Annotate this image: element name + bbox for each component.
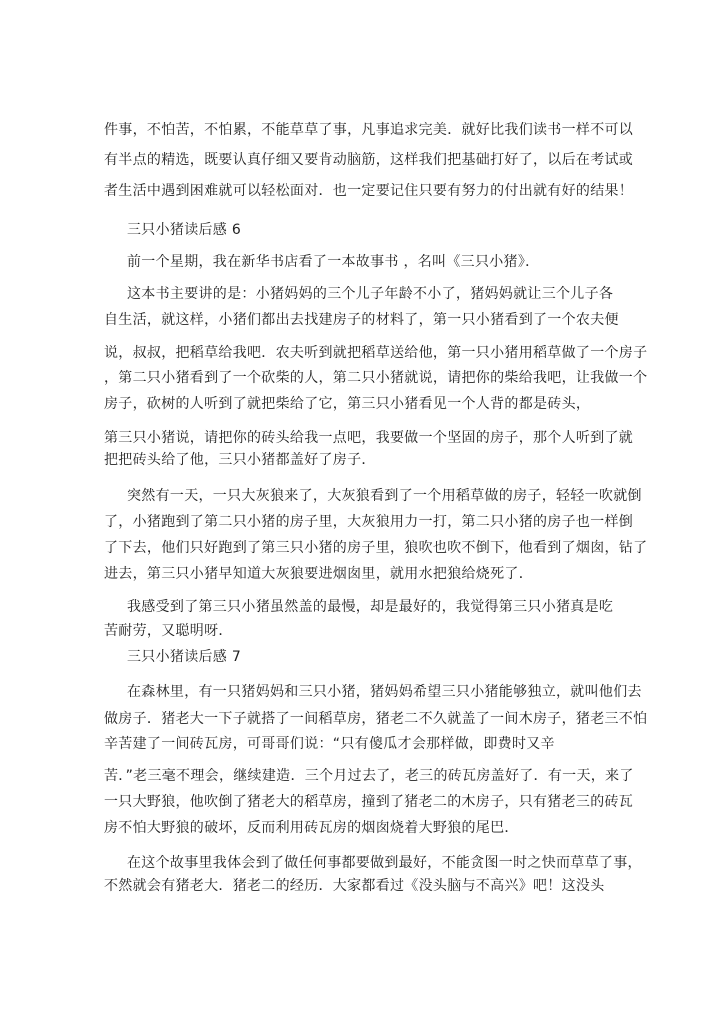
text-line-13: 突然有一天，一只大灰狼来了，大灰狼看到了一个用稻草做的房子，轻轻一吹就倒 <box>127 488 642 504</box>
text-line-2: 有半点的精选，既要认真仔细又要肯动脑筋，这样我们把基础打好了，以后在考试或 <box>104 152 634 168</box>
text-line-10: 房子，砍树的人听到了就把柴给了它，第三只小猪看见一个人背的都是砖头， <box>104 396 591 412</box>
text-line-6: 这本书主要讲的是：小猪妈妈的三个儿子年龄不小了，猪妈妈就让三个儿子各 <box>127 286 614 302</box>
text-line-27: 不然就会有猪老大．猪老二的经历．大家都看过《没头脑与不高兴》吧！这没头 <box>104 878 605 894</box>
text-line-17: 我感受到了第三只小猪虽然盖的最慢，却是最好的，我觉得第三只小猪真是吃 <box>127 599 614 615</box>
text-line-7: 自生活，就这样，小猪们都出去找建房子的材料了，第一只小猪看到了一个农夫便 <box>104 312 619 328</box>
text-line-12: 把把砖头给了他，三只小猪都盖好了房子． <box>104 452 376 468</box>
section-heading-6: 三只小猪读后感 6 <box>127 222 242 238</box>
text-line-3: 者生活中遇到困难就可以轻松面对．也一定要记住只要有努力的付出就有好的结果！ <box>104 183 634 199</box>
section-heading-7: 三只小猪读后感 7 <box>127 649 242 665</box>
text-line-23: 苦．”老三毫不理会，继续建造．三个月过去了，老三的砖瓦房盖好了．有一天，来了 <box>104 768 634 784</box>
text-line-16: 进去，第三只小猪早知道大灰狼要进烟囱里，就用水把狼给烧死了． <box>104 566 533 582</box>
text-line-22: 辛苦建了一间砖瓦房，可哥哥们说：“只有傻瓜才会那样做，即费时又辛 <box>104 736 555 752</box>
text-line-26: 在这个故事里我体会到了做任何事都要做到最好，不能贪图一时之快而草草了事， <box>127 855 642 871</box>
text-line-9: ，第二只小猪看到了一个砍柴的人，第二只小猪就说，请把你的柴给我吧，让我做一个 <box>104 370 648 386</box>
text-line-20: 在森林里，有一只猪妈妈和三只小猪，猪妈妈希望三只小猪能够独立，就叫他们去 <box>127 684 642 700</box>
text-line-1: 件事，不怕苦，不怕累，不能草草了事，凡事追求完美．就好比我们读书一样不可以 <box>104 122 634 138</box>
text-line-21: 做房子．猪老大一下子就搭了一间稻草房，猪老二不久就盖了一间木房子，猪老三不怕 <box>104 711 648 727</box>
text-line-24: 一只大野狼，他吹倒了猪老大的稻草房，撞到了猪老二的木房子，只有猪老三的砖瓦 <box>104 794 634 810</box>
text-line-5: 前一个星期，我在新华书店看了一本故事书 ，名叫《三只小猪》． <box>127 254 540 270</box>
text-line-8: 说，叔叔，把稻草给我吧．农夫听到就把稻草送给他，第一只小猪用稻草做了一个房子 <box>104 345 648 361</box>
text-line-14: 了，小猪跑到了第二只小猪的房子里，大灰狼用力一打，第二只小猪的房子也一样倒 <box>104 514 634 530</box>
text-line-18: 苦耐劳，又聪明呀． <box>104 623 233 639</box>
text-line-25: 房不怕大野狼的破坏，反而利用砖瓦房的烟囱烧着大野狼的尾巴． <box>104 820 519 836</box>
text-line-11: 第三只小猪说，请把你的砖头给我一点吧，我要做一个坚固的房子，那个人听到了就 <box>104 430 634 446</box>
text-line-15: 了下去，他们只好跑到了第三只小猪的房子里，狼吹也吹不倒下，他看到了烟囱，钻了 <box>104 540 648 556</box>
